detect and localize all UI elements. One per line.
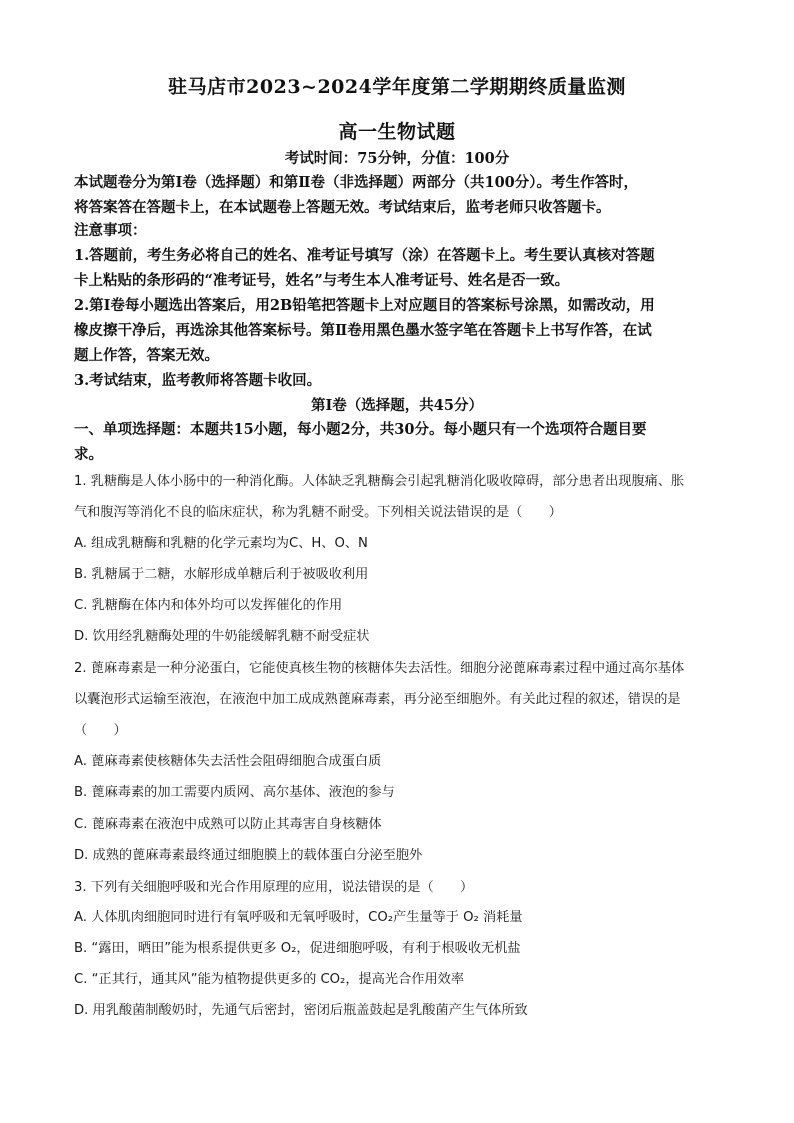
stem-line: 1. 乳糖酶是人体小肠中的一种消化酶。人体缺乏乳糖酶会引起乳糖消化吸收障碍，部分患者出现腹痛、胀: [74, 474, 685, 489]
exam-subtitle: 高一生物试题: [338, 121, 456, 143]
question-1-option-c: C. 乳糖酶在体内和体外均可以发挥催化的作用: [74, 598, 343, 613]
question-2-stem: [74, 653, 724, 746]
note-line: 2.第Ⅰ卷每小题选出答案后，用2B铅笔把答题卡上对应题目的答案标号涂黑，如需改动，用: [74, 297, 655, 314]
exam-info: 考试时间：75分钟，分值：100分: [284, 150, 510, 167]
question-1-stem: [74, 466, 724, 528]
exam-title: 驻马店市2023~2024学年度第二学期期终质量监测: [168, 76, 626, 98]
question-2-option-d: D. 成熟的蓖麻毒素最终通过细胞膜上的载体蛋白分泌至胞外: [74, 848, 423, 863]
section-title: 第Ⅰ卷（选择题，共45分）: [311, 397, 483, 414]
stem-line: （ ）: [74, 723, 127, 738]
part-heading: [74, 417, 724, 467]
stem-line: 以囊泡形式运输至液泡，在液泡中加工成成熟蓖麻毒素，再分泌至细胞外。有关此过程的叙述，错误的是: [74, 692, 681, 707]
question-1-option-a: A. 组成乳糖酶和乳糖的化学元素均为C、H、O、N: [74, 536, 368, 551]
stem-line: 3. 下列有关细胞呼吸和光合作用原理的应用，说法错误的是（ ）: [74, 880, 474, 895]
question-3-option-b: B. “露田，晒田”能为根系提供更多 O₂，促进细胞呼吸，有利于根吸收无机盐: [74, 941, 521, 956]
stem-line: 气和腹泻等消化不良的临床症状，称为乳糖不耐受。下列相关说法错误的是（ ）: [74, 505, 562, 520]
question-2-option-b: B. 蓖麻毒素的加工需要内质网、高尔基体、液泡的参与: [74, 785, 395, 800]
note-line: 橡皮擦干净后，再选涂其他答案标号。第Ⅱ卷用黑色墨水签字笔在答题卡上书写作答，在试: [74, 322, 652, 339]
note-line: 1.答题前，考生务必将自己的姓名、准考证号填写（涂）在答题卡上。考生要认真核对答题: [74, 247, 655, 264]
notes-heading: 注意事项：: [74, 222, 147, 239]
question-3-option-c: C. “正其行，通其风”能为植物提供更多的 CO₂，提高光合作用效率: [74, 972, 465, 987]
intro-line: 将答案答在答题卡上，在本试题卷上答题无效。考试结束后，监考老师只收答题卡。: [74, 199, 611, 216]
intro-paragraph: [74, 170, 724, 220]
note-line: 卡上粘贴的条形码的“准考证号，姓名”与考生本人准考证号、姓名是否一致。: [74, 272, 570, 289]
notes-list: [74, 243, 724, 393]
part-heading-line: 一、单项选择题：本题共15小题，每小题2分，共30分。每小题只有一个选项符合题目要: [74, 421, 647, 438]
intro-line: 本试题卷分为第Ⅰ卷（选择题）和第Ⅱ卷（非选择题）两部分（共100分）。考生作答时，: [74, 174, 639, 191]
question-3-option-d: D. 用乳酸菌制酸奶时，先通气后密封，密闭后瓶盖鼓起是乳酸菌产生气体所致: [74, 1003, 528, 1018]
note-line: 3.考试结束，监考教师将答题卡收回。: [74, 372, 322, 389]
question-3-stem: [74, 872, 724, 903]
note-line: 题上作答，答案无效。: [74, 347, 219, 364]
question-1-option-b: B. 乳糖属于二糖，水解形成单糖后利于被吸收利用: [74, 567, 369, 582]
question-3-option-a: A. 人体肌肉细胞同时进行有氧呼吸和无氧呼吸时，CO₂产生量等于 O₂ 消耗量: [74, 910, 523, 925]
part-heading-line: 求。: [74, 446, 103, 463]
question-2-option-c: C. 蓖麻毒素在液泡中成熟可以防止其毒害自身核糖体: [74, 817, 382, 832]
question-1-option-d: D. 饮用经乳糖酶处理的牛奶能缓解乳糖不耐受症状: [74, 629, 370, 644]
stem-line: 2. 蓖麻毒素是一种分泌蛋白，它能使真核生物的核糖体失去活性。细胞分泌蓖麻毒素过程中通过高尔基体: [74, 661, 685, 676]
question-2-option-a: A. 蓖麻毒素使核糖体失去活性会阻碍细胞合成蛋白质: [74, 754, 382, 769]
